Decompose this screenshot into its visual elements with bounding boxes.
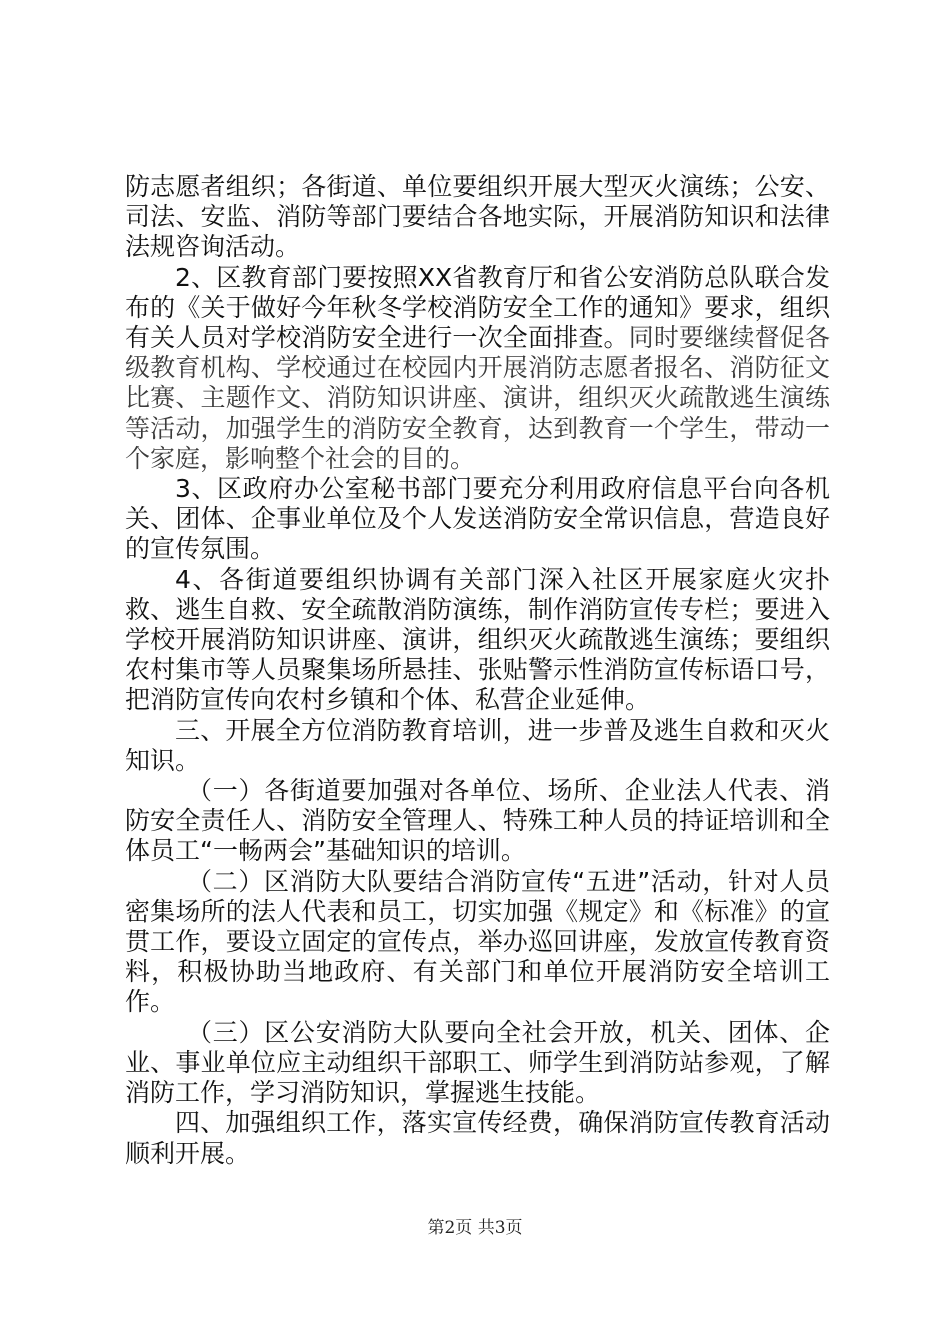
page-number-footer: 第2页 共3页 xyxy=(427,1218,523,1238)
section-heading-4: 四、加强组织工作，落实宣传经费，确保消防宣传教育活动顺利开展。 xyxy=(125,1108,830,1168)
paragraph-item-4: 4、各街道要组织协调有关部门深入社区开展家庭火灾扑救、逃生自救、安全疏散消防演练，制作消防宣传专栏；要进入学校开展消防知识讲座、演讲，组织灭火疏散逃生演练；要组织农村集市等人员聚集场所悬挂、张贴警示性消防宣传标语口号，把消防宣传向农村乡镇和个体、私营企业延伸。 xyxy=(125,564,830,715)
paragraph-item-2-text: 2、区教育部门要按照XX省教育厅和省公安消防总队联合发布的《关于做好今年秋冬学校消防安全工作的通知》要求，组织有关人员对学校消防安全进行一次全面排查。 xyxy=(125,262,830,353)
subsection-2: （二）区消防大队要结合消防宣传“五进”活动，针对人员密集场所的法人代表和员工，切实加强《规定》和《标准》的宣贯工作，要设立固定的宣传点，举办巡回讲座，发放宣传教育资料，积极协助当地政府、有关部门和单位开展消防安全培训工作。 xyxy=(125,866,830,1017)
paragraph-item-2 xyxy=(125,263,830,474)
section-heading-3: 三、开展全方位消防教育培训，进一步普及逃生自救和灭火知识。 xyxy=(125,715,830,775)
paragraph-item-3: 3、区政府办公室秘书部门要充分利用政府信息平台向各机关、团体、企事业单位及个人发送消防安全常识信息，营造良好的宣传氛围。 xyxy=(125,474,830,564)
document-body xyxy=(125,172,830,1169)
subsection-3: （三）区公安消防大队要向全社会开放，机关、团体、企业、事业单位应主动组织干部职工、师学生到消防站参观，了解消防工作，学习消防知识，掌握逃生技能。 xyxy=(125,1017,830,1108)
paragraph-item-2-continuation: 同时要继续督促各级教育机构、学校通过在校园内开展消防志愿者报名、消防征文比赛、主题作文、消防知识讲座、演讲，组织灭火疏散逃生演练等活动，加强学生的消防安全教育，达到教育一个学生，带动一个家庭，影响整个社会的目的。 xyxy=(125,323,830,473)
subsection-1: （一）各街道要加强对各单位、场所、企业法人代表、消防安全责任人、消防安全管理人、特殊工种人员的持证培训和全体员工“一畅两会”基础知识的培训。 xyxy=(125,776,830,866)
paragraph-continuation: 防志愿者组织；各街道、单位要组织开展大型灭火演练；公安、司法、安监、消防等部门要结合各地实际，开展消防知识和法律法规咨询活动。 xyxy=(125,172,830,262)
